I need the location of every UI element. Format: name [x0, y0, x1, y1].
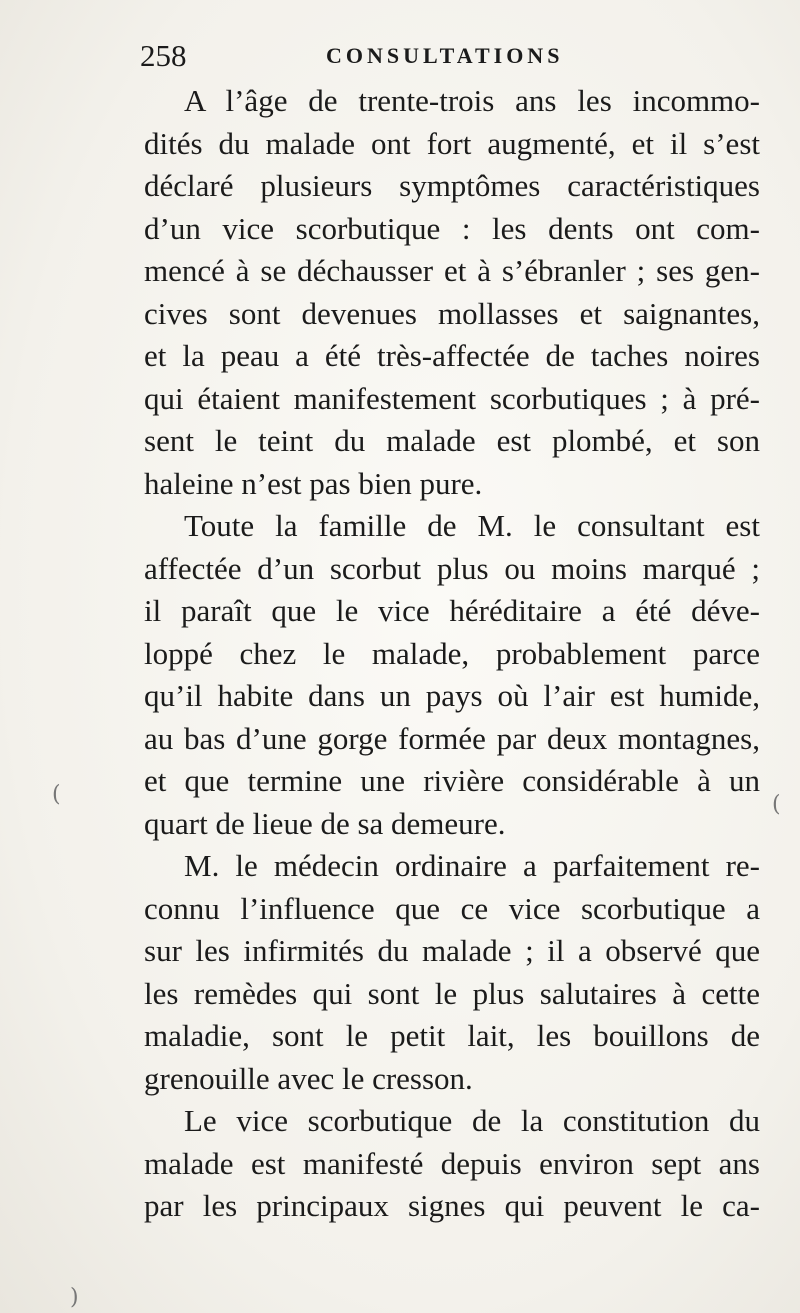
text-line: sur les infirmités du malade ; il a observé que — [144, 933, 760, 968]
text-line: loppé chez le malade, probablement parce — [144, 635, 760, 671]
paragraph-1 — [144, 80, 760, 505]
text-line: grenouille avec le cresson. — [144, 1060, 473, 1096]
text-line: et que termine une rivière considérable à un — [144, 763, 760, 798]
text-line: quart de lieue de sa demeure. — [144, 805, 506, 841]
text-line: d’un vice scorbutique : les dents ont com- — [144, 210, 760, 246]
text-line: Le vice scorbutique de la constitution du — [184, 1103, 760, 1138]
text-line: connu l’influence que ce vice scorbutique a — [144, 890, 760, 926]
margin-mark: ( — [52, 782, 61, 807]
text-line: qui étaient manifestement scorbutiques ; à pré- — [144, 380, 760, 416]
text-line: mencé à se déchausser et à s’ébranler ; ses gen- — [144, 253, 760, 288]
text-line: haleine n’est pas bien pure. — [144, 465, 483, 501]
text-line: Toute la famille de M. le consultant est — [184, 508, 760, 543]
text-line: sent le teint du malade est plombé, et son — [144, 423, 760, 458]
text-line: qu’il habite dans un pays où l’air est humide, — [144, 678, 760, 713]
body-text — [144, 80, 760, 1228]
text-line: M. le médecin ordinaire a parfaitement re- — [184, 848, 760, 883]
paragraph-3 — [144, 845, 760, 1100]
text-line: dités du malade ont fort augmenté, et il s’est — [144, 125, 760, 161]
page-header — [140, 36, 760, 76]
text-line: déclaré plusieurs symptômes caractéristiques — [144, 168, 760, 203]
margin-mark: ( — [772, 792, 781, 817]
text-line: au bas d’une gorge formée par deux montagnes, — [144, 720, 760, 756]
running-title: CONSULTATIONS — [326, 43, 564, 68]
margin-mark: ) — [70, 1285, 79, 1310]
text-line: malade est manifesté depuis environ sept ans — [144, 1145, 760, 1181]
text-line: A l’âge de trente-trois ans les incommo- — [184, 83, 760, 118]
text-line: affectée d’un scorbut plus ou moins marqué ; — [144, 550, 760, 586]
paragraph-2 — [144, 505, 760, 845]
text-line: maladie, sont le petit lait, les bouillons de — [144, 1018, 760, 1053]
text-line: les remèdes qui sont le plus salutaires à cette — [144, 975, 760, 1011]
text-line: il paraît que le vice héréditaire a été déve- — [144, 593, 760, 628]
paragraph-4 — [144, 1100, 760, 1228]
page-number: 258 — [140, 38, 187, 73]
text-line: par les principaux signes qui peuvent le ca- — [144, 1188, 760, 1223]
text-line: et la peau a été très-affectée de taches noires — [144, 338, 760, 373]
text-line: cives sont devenues mollasses et saignantes, — [144, 295, 760, 331]
